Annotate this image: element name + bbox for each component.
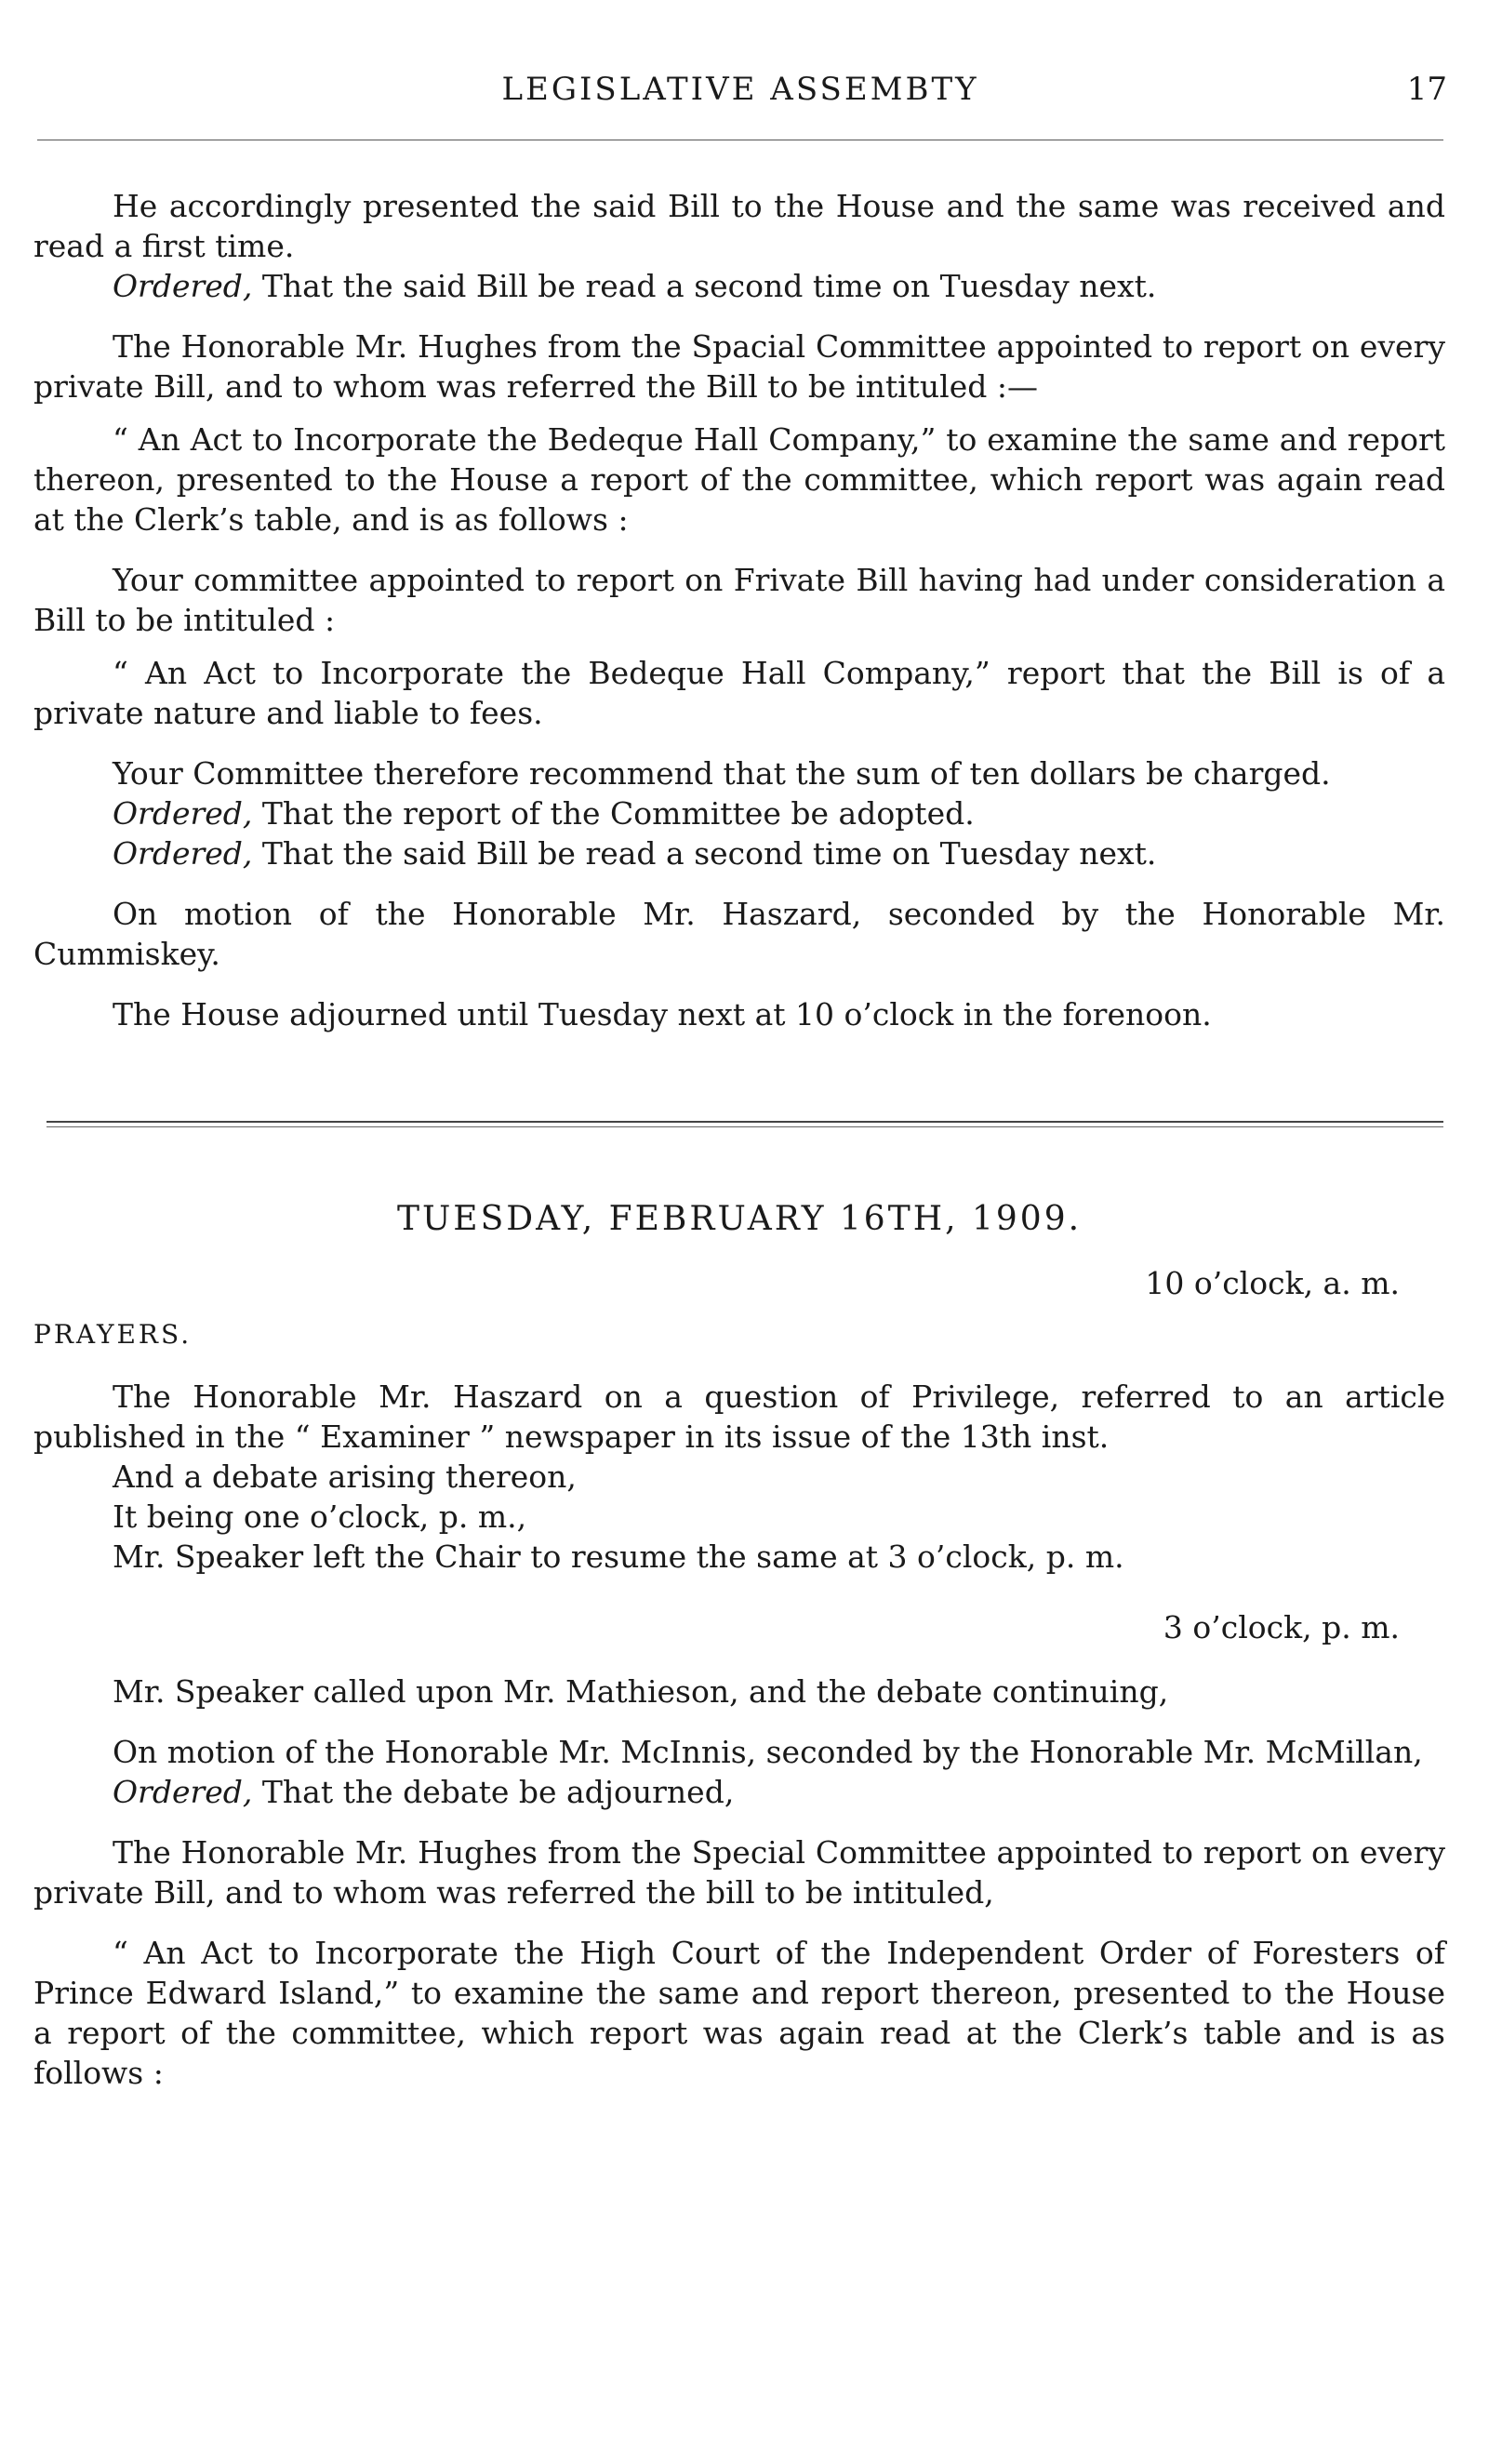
paragraph-ordered-second-reading-2 bbox=[33, 833, 1445, 873]
section-proceedings-continued bbox=[33, 186, 1445, 1034]
ordered-label: Ordered, bbox=[113, 268, 253, 304]
ordered-text: That the debate be adjourned, bbox=[252, 1774, 735, 1810]
date-heading: TUESDAY, FEBRUARY 16TH, 1909. bbox=[396, 1200, 1083, 1238]
paragraph-act-bedeque: “ An Act to Incorporate the Bedeque Hall Company,” to examine the same and report thereon, presented to the House a report of the committee, which report was again read at the Clerk’s table, and is as follows : bbox=[33, 421, 1445, 538]
paragraph-committee-consideration: Your committee appointed to report on Frivate Bill having had under consideration a Bill to be intituled : bbox=[33, 562, 1445, 638]
ordered-text: That the said Bill be read a second time on Tuesday next. bbox=[252, 835, 1157, 872]
paragraph-one-oclock: It being one o’clock, p. m., bbox=[113, 1498, 527, 1535]
ordered-label: Ordered, bbox=[113, 795, 253, 832]
time-morning: 10 o’clock, a. m. bbox=[1145, 1265, 1400, 1301]
paragraph-bill-presented: He accordingly presented the said Bill to the House and the same was received and read a first time. bbox=[33, 188, 1445, 264]
paragraph-house-adjourned: The House adjourned until Tuesday next at 10 o’clock in the forenoon. bbox=[113, 996, 1212, 1032]
paragraph-recommend-fee: Your Committee therefore recommend that the sum of ten dollars be charged. bbox=[113, 755, 1331, 792]
section-tuesday-proceedings bbox=[33, 1377, 1445, 1577]
paragraph-motion-haszard: On motion of the Honorable Mr. Haszard, seconded by the Honorable Mr. Cummiskey. bbox=[33, 896, 1445, 972]
paragraph-act-foresters: “ An Act to Incorporate the High Court of the Independent Order of Foresters of Prince Edward Island,” to examine the same and report thereon, presented to the House a report of the committee, which report was again read at the Clerk’s table and is as follows : bbox=[33, 1935, 1445, 2091]
paragraph-debate-arising: And a debate arising thereon, bbox=[113, 1458, 577, 1495]
ordered-text: That the said Bill be read a second time on Tuesday next. bbox=[252, 268, 1157, 304]
paragraph-privilege-question: The Honorable Mr. Haszard on a question of Privilege, referred to an article published in the “ Examiner ” newspaper in its issue of the 13th inst. bbox=[33, 1379, 1445, 1455]
header-title: LEGISLATIVE ASSEMBTY bbox=[501, 71, 979, 108]
section-afternoon-proceedings bbox=[33, 1672, 1445, 2093]
section-separator bbox=[47, 1121, 1443, 1128]
ordered-text: That the report of the Committee be adopted. bbox=[252, 795, 975, 832]
paragraph-committee-report-intro-2: The Honorable Mr. Hughes from the Special Committee appointed to report on every private Bill, and to whom was referred the bill to be intituled, bbox=[33, 1834, 1445, 1911]
paragraph-ordered-second-reading bbox=[33, 266, 1445, 306]
paragraph-act-bedeque-fees: “ An Act to Incorporate the Bedeque Hall Company,” report that the Bill is of a private nature and liable to fees. bbox=[33, 655, 1445, 731]
paragraph-motion-mcinnis: On motion of the Honorable Mr. McInnis, seconded by the Honorable Mr. McMillan, bbox=[113, 1734, 1423, 1770]
paragraph-speaker-left-chair: Mr. Speaker left the Chair to resume the same at 3 o’clock, p. m. bbox=[113, 1538, 1124, 1575]
prayers-heading: PRAYERS. bbox=[33, 1319, 193, 1350]
paragraph-committee-report-intro: The Honorable Mr. Hughes from the Spacial Committee appointed to report on every private Bill, and to whom was referred the Bill to be intituled :— bbox=[33, 328, 1445, 405]
page-number: 17 bbox=[1406, 71, 1447, 108]
paragraph-ordered-report-adopted bbox=[33, 793, 1445, 833]
paragraph-speaker-called-mathieson: Mr. Speaker called upon Mr. Mathieson, and the debate continuing, bbox=[113, 1673, 1169, 1710]
time-afternoon: 3 o’clock, p. m. bbox=[1163, 1609, 1400, 1645]
paragraph-ordered-debate-adjourned bbox=[33, 1772, 1445, 1812]
ordered-label: Ordered, bbox=[113, 835, 253, 872]
running-header bbox=[33, 65, 1447, 121]
ordered-label: Ordered, bbox=[113, 1774, 253, 1810]
